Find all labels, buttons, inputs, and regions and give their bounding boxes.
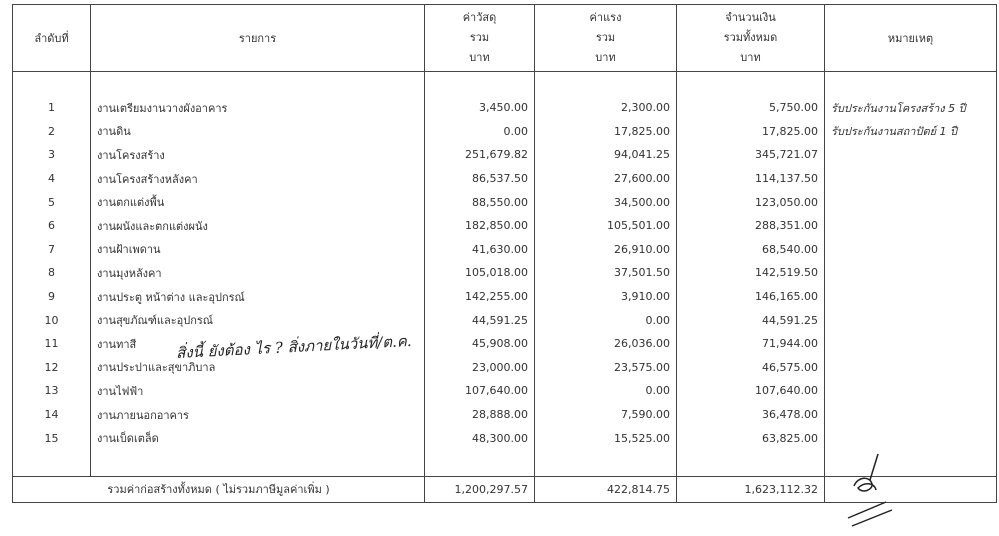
row-material: 107,640.00 [425,379,535,403]
row-remark [825,238,997,262]
spacer-row [13,72,997,97]
row-item: งานเบ็ดเตล็ด [91,426,425,450]
header-total [677,5,825,72]
header-material [425,5,535,72]
row-total: 123,050.00 [677,190,825,214]
row-labor: 7,590.00 [535,403,677,427]
row-labor: 94,041.25 [535,143,677,167]
row-material: 182,850.00 [425,214,535,238]
row-item: งานโครงสร้างหลังคา [91,167,425,191]
header-labor-line3: บาท [595,51,616,64]
row-item: งานประปาและสุขาภิบาล [91,356,425,380]
row-total: 63,825.00 [677,426,825,450]
table-row [13,308,997,332]
row-material: 105,018.00 [425,261,535,285]
table-row [13,167,997,191]
row-remark: รับประกันงานสถาปัตย์ 1 ปี [825,120,997,144]
table-row [13,426,997,450]
header-total-line2: รวมทั้งหมด [723,31,778,44]
row-material: 23,000.00 [425,356,535,380]
total-material: 1,200,297.57 [425,476,535,502]
row-labor: 105,501.00 [535,214,677,238]
row-remark [825,379,997,403]
row-remark [825,143,997,167]
row-item: งานทาสี [91,332,425,356]
row-index: 4 [13,167,91,191]
row-index: 1 [13,96,91,120]
row-item: งานมุงหลังคา [91,261,425,285]
row-total: 44,591.25 [677,308,825,332]
row-index: 12 [13,356,91,380]
table-row [13,332,997,356]
row-remark [825,356,997,380]
row-labor: 2,300.00 [535,96,677,120]
row-total: 46,575.00 [677,356,825,380]
row-total: 345,721.07 [677,143,825,167]
row-item: งานโครงสร้าง [91,143,425,167]
boq-table [12,4,997,503]
header-material-line1: ค่าวัสดุ [462,11,497,24]
row-labor: 34,500.00 [535,190,677,214]
row-material: 88,550.00 [425,190,535,214]
table-row [13,143,997,167]
header-row [13,5,997,72]
table-row [13,285,997,309]
row-total: 107,640.00 [677,379,825,403]
row-material: 251,679.82 [425,143,535,167]
row-index: 5 [13,190,91,214]
row-remark [825,261,997,285]
row-item: งานสุขภัณฑ์และอุปกรณ์ [91,308,425,332]
row-index: 14 [13,403,91,427]
row-index: 11 [13,332,91,356]
total-label: รวมค่าก่อสร้างทั้งหมด ( ไม่รวมภาษีมูลค่าเพิ่ม ) [13,476,425,502]
row-index: 15 [13,426,91,450]
header-labor-line2: รวม [595,31,616,44]
row-item: งานผนังและตกแต่งผนัง [91,214,425,238]
header-material-line3: บาท [469,51,490,64]
row-labor: 37,501.50 [535,261,677,285]
row-remark [825,190,997,214]
row-labor: 26,036.00 [535,332,677,356]
row-remark: รับประกันงานโครงสร้าง 5 ปี [825,96,997,120]
row-remark [825,308,997,332]
header-remark: หมายเหตุ [825,5,997,72]
row-labor: 27,600.00 [535,167,677,191]
row-index: 3 [13,143,91,167]
handwritten-note: สิ่งนี้ ยังต้อง ไร ? สิ่งภายในวันที่/ต.ค. [175,331,413,363]
row-material: 0.00 [425,120,535,144]
table-row [13,214,997,238]
header-labor [535,5,677,72]
row-labor: 26,910.00 [535,238,677,262]
row-item: งานตกแต่งพื้น [91,190,425,214]
row-index: 7 [13,238,91,262]
row-labor: 3,910.00 [535,285,677,309]
row-material: 142,255.00 [425,285,535,309]
row-labor: 0.00 [535,379,677,403]
table-row [13,238,997,262]
row-material: 44,591.25 [425,308,535,332]
row-remark [825,285,997,309]
row-index: 6 [13,214,91,238]
row-total: 5,750.00 [677,96,825,120]
header-total-line1: จำนวนเงิน [725,11,776,24]
table-row [13,356,997,380]
header-index: ลำดับที่ [13,5,91,72]
row-item: งานเตรียมงานวางผังอาคาร [91,96,425,120]
row-remark [825,426,997,450]
table-row [13,96,997,120]
table-row [13,261,997,285]
row-remark [825,167,997,191]
row-material: 45,908.00 [425,332,535,356]
row-material: 28,888.00 [425,403,535,427]
table-row [13,379,997,403]
row-labor: 23,575.00 [535,356,677,380]
row-item: งานไฟฟ้า [91,379,425,403]
header-item: รายการ [91,5,425,72]
row-total: 17,825.00 [677,120,825,144]
header-material-line2: รวม [469,31,490,44]
table-row [13,403,997,427]
row-material: 86,537.50 [425,167,535,191]
row-material: 41,630.00 [425,238,535,262]
row-remark [825,332,997,356]
row-labor: 0.00 [535,308,677,332]
row-total: 146,165.00 [677,285,825,309]
row-labor: 15,525.00 [535,426,677,450]
row-total: 36,478.00 [677,403,825,427]
row-index: 13 [13,379,91,403]
table-row [13,190,997,214]
header-labor-line1: ค่าแรง [589,11,622,24]
table-row [13,120,997,144]
row-total: 142,519.50 [677,261,825,285]
row-labor: 17,825.00 [535,120,677,144]
row-index: 2 [13,120,91,144]
signature-mark [840,452,900,532]
row-total: 71,944.00 [677,332,825,356]
row-index: 8 [13,261,91,285]
row-item: งานฝ้าเพดาน [91,238,425,262]
row-item: งานภายนอกอาคาร [91,403,425,427]
row-total: 288,351.00 [677,214,825,238]
total-labor: 422,814.75 [535,476,677,502]
header-total-line3: บาท [740,51,761,64]
row-item: งานประตู หน้าต่าง และอุปกรณ์ [91,285,425,309]
row-material: 3,450.00 [425,96,535,120]
row-remark [825,403,997,427]
total-amount: 1,623,112.32 [677,476,825,502]
row-index: 9 [13,285,91,309]
row-item: งานดิน [91,120,425,144]
row-remark [825,214,997,238]
row-material: 48,300.00 [425,426,535,450]
row-index: 10 [13,308,91,332]
row-total: 114,137.50 [677,167,825,191]
row-total: 68,540.00 [677,238,825,262]
